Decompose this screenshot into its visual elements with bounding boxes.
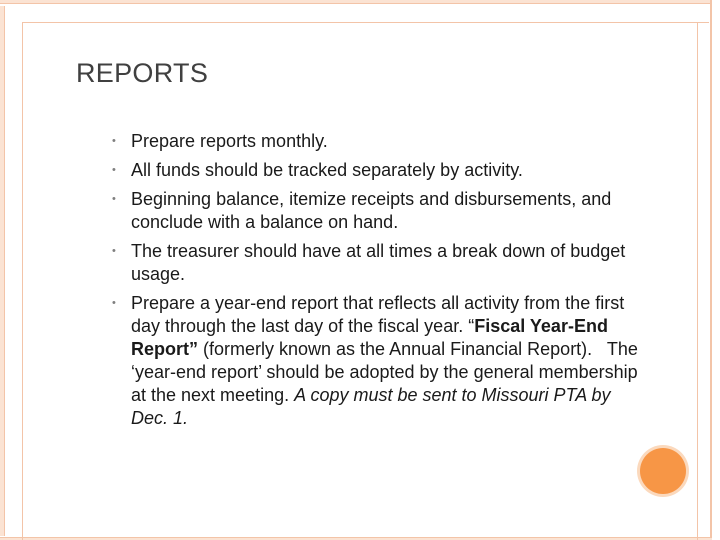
bullet-text: Beginning balance, itemize receipts and disbursements, and conclude with a balance on hand. bbox=[131, 189, 612, 232]
bullet-marker: • bbox=[112, 297, 116, 309]
bullet-text-italic: A copy must be sent to Missouri PTA by Dec. 1. bbox=[131, 385, 611, 428]
bullet-text: The treasurer should have at all times a break down of budget usage. bbox=[131, 241, 626, 284]
slide-inner-border-right bbox=[697, 22, 698, 540]
slide-title: REPORTS bbox=[76, 58, 209, 88]
slide-inner-border-left bbox=[22, 22, 23, 540]
bullet-item bbox=[112, 188, 648, 234]
bullet-item bbox=[112, 130, 648, 153]
bullet-list bbox=[112, 130, 648, 436]
bullet-item bbox=[112, 159, 648, 182]
bullet-marker: • bbox=[112, 164, 116, 176]
decorative-circle bbox=[640, 448, 686, 494]
bullet-text-part: Prepare a year-end report that reflects all activity from the first day through the last day of the fiscal year. “ bbox=[131, 293, 625, 336]
bullet-item bbox=[112, 292, 648, 430]
bullet-text: All funds should be tracked separately by activity. bbox=[131, 160, 523, 180]
bullet-marker: • bbox=[112, 245, 116, 257]
bullet-item bbox=[112, 240, 648, 286]
bullet-text-part: (formerly known as the Annual Financial Report). The ‘year-end report’ should be adopted by the general membership at the next meeting. bbox=[131, 339, 638, 405]
bullet-text: Prepare reports monthly. bbox=[131, 131, 328, 151]
slide-inner-border-top bbox=[22, 22, 709, 23]
bullet-marker: • bbox=[112, 135, 116, 147]
bullet-marker: • bbox=[112, 193, 116, 205]
bullet-text-bold: Fiscal Year-End Report” bbox=[131, 316, 608, 359]
